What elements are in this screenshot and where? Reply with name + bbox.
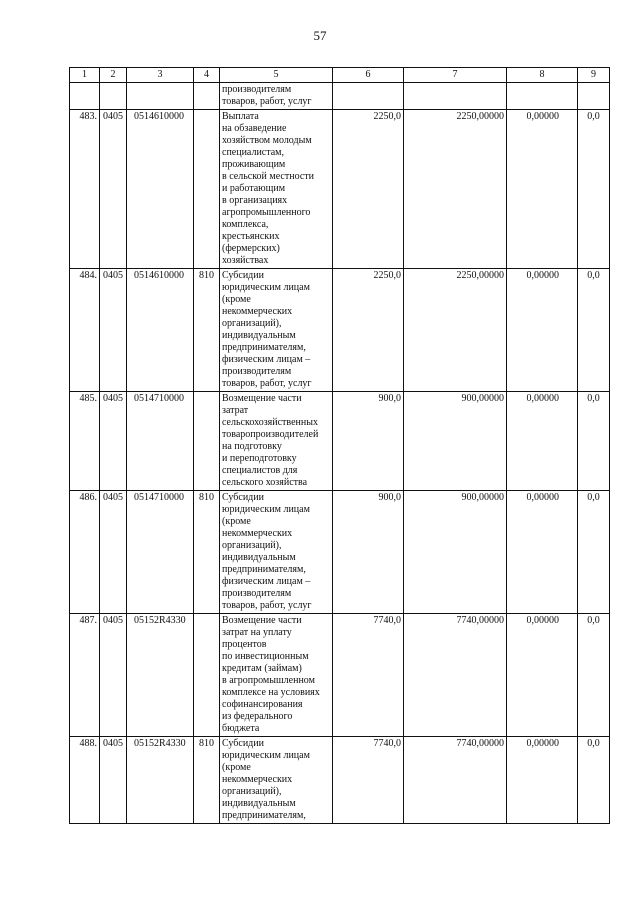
amount-col9-cell: 0,0 bbox=[578, 269, 610, 392]
section-code-cell: 0405 bbox=[100, 491, 127, 614]
amount-col6-cell: 2250,0 bbox=[333, 269, 404, 392]
row-number-cell: 486. bbox=[70, 491, 100, 614]
amount-col9-cell: 0,0 bbox=[578, 614, 610, 737]
section-code-cell: 0405 bbox=[100, 392, 127, 491]
header-row bbox=[70, 68, 610, 83]
amount-col7-cell: 7740,00000 bbox=[404, 614, 507, 737]
table-row bbox=[70, 491, 610, 614]
header-cell: 3 bbox=[127, 68, 194, 83]
amount-col6-cell: 7740,0 bbox=[333, 614, 404, 737]
amount-col6-cell: 900,0 bbox=[333, 392, 404, 491]
amount-col6-cell: 900,0 bbox=[333, 491, 404, 614]
amount-col7-cell: 900,00000 bbox=[404, 491, 507, 614]
amount-col7-cell: 2250,00000 bbox=[404, 269, 507, 392]
expense-type-cell bbox=[194, 110, 220, 269]
section-code-cell: 0405 bbox=[100, 737, 127, 824]
article-code-cell bbox=[127, 83, 194, 110]
table-row bbox=[70, 269, 610, 392]
header-cell: 6 bbox=[333, 68, 404, 83]
amount-col8-cell: 0,00000 bbox=[507, 491, 578, 614]
amount-col8-cell: 0,00000 bbox=[507, 269, 578, 392]
amount-col7-cell: 900,00000 bbox=[404, 392, 507, 491]
section-code-cell: 0405 bbox=[100, 269, 127, 392]
page-number: 57 bbox=[313, 28, 327, 43]
expense-type-cell: 810 bbox=[194, 491, 220, 614]
header-cell: 4 bbox=[194, 68, 220, 83]
amount-col7-cell: 7740,00000 bbox=[404, 737, 507, 824]
amount-col9-cell: 0,0 bbox=[578, 392, 610, 491]
expense-type-cell bbox=[194, 83, 220, 110]
article-code-cell: 0514610000 bbox=[127, 269, 194, 392]
amount-col9-cell: 0,0 bbox=[578, 110, 610, 269]
amount-col6-cell: 7740,0 bbox=[333, 737, 404, 824]
item-name-cell: Возмещение части затрат на уплату процентов по инвестиционным кредитам (займам) в агропромышленном комплексе на условиях софинансирования из федерального бюджета bbox=[220, 614, 333, 737]
header-cell: 5 bbox=[220, 68, 333, 83]
expense-type-cell: 810 bbox=[194, 737, 220, 824]
table-row bbox=[70, 83, 610, 110]
item-name-cell: производителям товаров, работ, услуг bbox=[220, 83, 333, 110]
section-code-cell: 0405 bbox=[100, 110, 127, 269]
budget-table bbox=[69, 67, 610, 824]
row-number-cell: 485. bbox=[70, 392, 100, 491]
amount-col9-cell bbox=[578, 83, 610, 110]
article-code-cell: 0514710000 bbox=[127, 491, 194, 614]
expense-type-cell bbox=[194, 614, 220, 737]
row-number-cell bbox=[70, 83, 100, 110]
row-number-cell: 483. bbox=[70, 110, 100, 269]
item-name-cell: Выплата на обзаведение хозяйством молодым специалистам, проживающим в сельской местности и работающим в организациях агропромышленного комплекса, крестьянских (фермерских) хозяйствах bbox=[220, 110, 333, 269]
article-code-cell: 0514710000 bbox=[127, 392, 194, 491]
table-row bbox=[70, 392, 610, 491]
amount-col6-cell bbox=[333, 83, 404, 110]
header-cell: 9 bbox=[578, 68, 610, 83]
amount-col6-cell: 2250,0 bbox=[333, 110, 404, 269]
item-name-cell: Субсидии юридическим лицам (кроме некоммерческих организаций), индивидуальным предпринимателям, физическим лицам – производителям товаров, работ, услуг bbox=[220, 269, 333, 392]
table-row bbox=[70, 737, 610, 824]
row-number-cell: 484. bbox=[70, 269, 100, 392]
amount-col8-cell: 0,00000 bbox=[507, 614, 578, 737]
amount-col7-cell: 2250,00000 bbox=[404, 110, 507, 269]
amount-col9-cell: 0,0 bbox=[578, 737, 610, 824]
header-cell: 1 bbox=[70, 68, 100, 83]
item-name-cell: Субсидии юридическим лицам (кроме некоммерческих организаций), индивидуальным предпринимателям, физическим лицам – производителям товаров, работ, услуг bbox=[220, 491, 333, 614]
header-cell: 7 bbox=[404, 68, 507, 83]
amount-col8-cell bbox=[507, 83, 578, 110]
item-name-cell: Субсидии юридическим лицам (кроме некоммерческих организаций), индивидуальным предпринимателям, bbox=[220, 737, 333, 824]
amount-col8-cell: 0,00000 bbox=[507, 110, 578, 269]
item-name-cell: Возмещение части затрат сельскохозяйственных товаропроизводителей на подготовку и переподготовку специалистов для сельского хозяйства bbox=[220, 392, 333, 491]
row-number-cell: 488. bbox=[70, 737, 100, 824]
header-cell: 2 bbox=[100, 68, 127, 83]
table-row bbox=[70, 110, 610, 269]
article-code-cell: 0514610000 bbox=[127, 110, 194, 269]
article-code-cell: 05152R4330 bbox=[127, 614, 194, 737]
table-row bbox=[70, 614, 610, 737]
row-number-cell: 487. bbox=[70, 614, 100, 737]
expense-type-cell bbox=[194, 392, 220, 491]
amount-col9-cell: 0,0 bbox=[578, 491, 610, 614]
article-code-cell: 05152R4330 bbox=[127, 737, 194, 824]
amount-col7-cell bbox=[404, 83, 507, 110]
section-code-cell: 0405 bbox=[100, 614, 127, 737]
amount-col8-cell: 0,00000 bbox=[507, 392, 578, 491]
table-body bbox=[70, 68, 610, 824]
amount-col8-cell: 0,00000 bbox=[507, 737, 578, 824]
header-cell: 8 bbox=[507, 68, 578, 83]
section-code-cell bbox=[100, 83, 127, 110]
expense-type-cell: 810 bbox=[194, 269, 220, 392]
